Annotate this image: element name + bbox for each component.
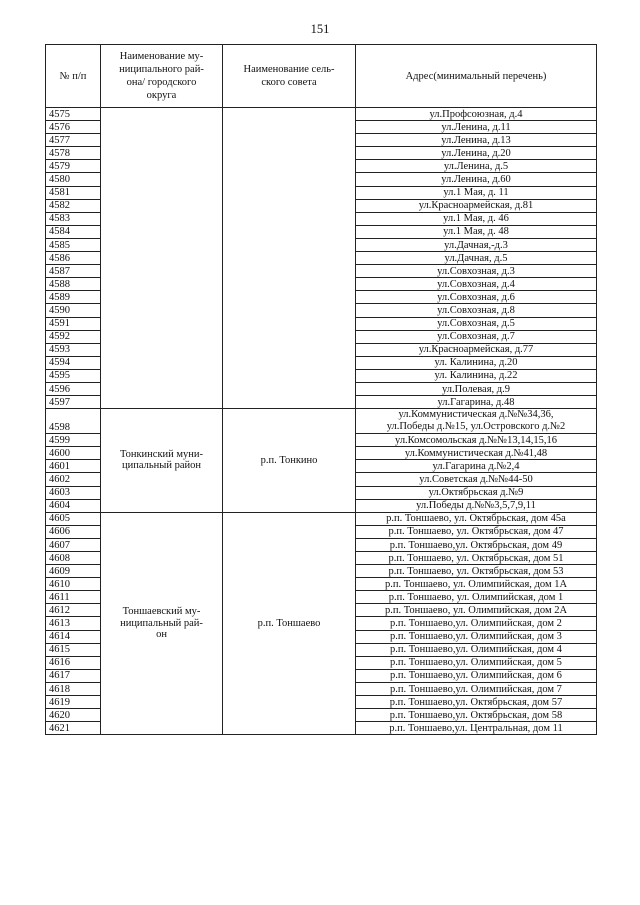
address-cell bbox=[356, 212, 597, 225]
table-header-row bbox=[46, 45, 597, 108]
address-line: р.п. Тоншаево, ул. Олимпийская, дом 1 bbox=[388, 591, 564, 603]
row-number: 4581 bbox=[46, 186, 101, 199]
address-line: ул.Октябрьская д.№9 bbox=[428, 487, 524, 499]
row-number: 4604 bbox=[46, 499, 101, 512]
address-line: ул.Гагарина, д.48 bbox=[437, 396, 515, 408]
address-cell bbox=[356, 538, 597, 551]
row-number: 4588 bbox=[46, 278, 101, 291]
address-cell bbox=[356, 565, 597, 578]
address-line: ул.Ленина, д.13 bbox=[441, 134, 511, 146]
row-number: 4612 bbox=[46, 604, 101, 617]
row-number: 4609 bbox=[46, 565, 101, 578]
address-line: ул.Дачная,-д.3 bbox=[444, 239, 508, 251]
address-line: р.п. Тоншаево, ул. Октябрьская, дом 45а bbox=[386, 513, 566, 525]
address-line: ул.Гагарина д.№2,4 bbox=[432, 460, 520, 472]
address-line: ул.Совхозная, д.6 bbox=[437, 291, 515, 303]
district-name-line: Тоншаевский му- bbox=[122, 606, 201, 618]
row-number: 4618 bbox=[46, 682, 101, 695]
council-cell bbox=[223, 108, 356, 409]
address-cell bbox=[356, 682, 597, 695]
row-number: 4593 bbox=[46, 343, 101, 356]
address-cell bbox=[356, 696, 597, 709]
address-line: р.п. Тоншаево,ул. Олимпийская, дом 4 bbox=[390, 644, 562, 656]
table-row bbox=[46, 409, 597, 434]
address-registry-table bbox=[45, 44, 597, 735]
row-number: 4576 bbox=[46, 121, 101, 134]
address-cell bbox=[356, 108, 597, 121]
address-line: ул. Калинина, д.20 bbox=[434, 357, 518, 369]
row-number: 4600 bbox=[46, 447, 101, 460]
address-line: р.п. Тоншаево,ул. Олимпийская, дом 6 bbox=[390, 670, 562, 682]
address-line: р.п. Тоншаево,ул. Олимпийская, дом 2 bbox=[390, 618, 562, 630]
address-cell bbox=[356, 617, 597, 630]
address-cell bbox=[356, 460, 597, 473]
row-number: 4575 bbox=[46, 108, 101, 121]
header-district-line: ниципального рай- bbox=[119, 64, 204, 75]
row-number: 4599 bbox=[46, 434, 101, 447]
address-cell bbox=[356, 486, 597, 499]
address-line: ул.Совхозная, д.5 bbox=[437, 318, 515, 330]
row-number: 4619 bbox=[46, 696, 101, 709]
council-name-line: р.п. Тонкино bbox=[260, 454, 318, 466]
row-number: 4590 bbox=[46, 304, 101, 317]
address-line: ул.Победы д.№№3,5,7,9,11 bbox=[416, 500, 536, 512]
row-number: 4582 bbox=[46, 199, 101, 212]
address-cell bbox=[356, 447, 597, 460]
address-line: ул.Коммунистическая д.№41,48 bbox=[404, 447, 548, 459]
address-cell bbox=[356, 669, 597, 682]
row-number: 4596 bbox=[46, 382, 101, 395]
row-number: 4585 bbox=[46, 238, 101, 251]
address-cell bbox=[356, 343, 597, 356]
council-cell bbox=[223, 512, 356, 735]
row-number: 4606 bbox=[46, 525, 101, 538]
table-row bbox=[46, 108, 597, 121]
row-number: 4597 bbox=[46, 396, 101, 409]
address-line: р.п. Тоншаево, ул. Олимпийская, дом 1А bbox=[384, 578, 568, 590]
address-cell bbox=[356, 643, 597, 656]
row-number: 4613 bbox=[46, 617, 101, 630]
address-cell bbox=[356, 369, 597, 382]
address-cell bbox=[356, 604, 597, 617]
address-cell bbox=[356, 265, 597, 278]
row-number: 4586 bbox=[46, 252, 101, 265]
header-council-line: Наименование сель- bbox=[243, 64, 335, 75]
row-number: 4587 bbox=[46, 265, 101, 278]
row-number: 4621 bbox=[46, 722, 101, 735]
address-line: ул.Победы д.№15, ул.Островского д.№2 bbox=[386, 421, 566, 433]
address-line: ул.Красноармейская, д.81 bbox=[418, 200, 534, 212]
address-line: ул.Совхозная, д.8 bbox=[437, 305, 515, 316]
address-line: ул.Ленина, д.5 bbox=[443, 160, 509, 172]
row-number: 4620 bbox=[46, 709, 101, 722]
address-cell bbox=[356, 317, 597, 330]
address-cell bbox=[356, 225, 597, 238]
address-line: р.п. Тоншаево,ул. Октябрьская, дом 58 bbox=[389, 709, 563, 721]
district-cell bbox=[101, 512, 223, 735]
row-number: 4598 bbox=[46, 409, 101, 434]
header-number: № п/п bbox=[46, 45, 101, 108]
address-cell bbox=[356, 396, 597, 409]
address-cell bbox=[356, 121, 597, 134]
address-cell bbox=[356, 238, 597, 251]
address-cell bbox=[356, 578, 597, 591]
address-line: р.п. Тоншаево, ул. Октябрьская, дом 51 bbox=[388, 552, 564, 564]
address-cell bbox=[356, 186, 597, 199]
address-cell bbox=[356, 291, 597, 304]
address-cell bbox=[356, 473, 597, 486]
district-name-line: ципальный район bbox=[122, 460, 201, 472]
address-cell bbox=[356, 722, 597, 735]
table-body bbox=[46, 108, 597, 735]
address-cell bbox=[356, 630, 597, 643]
header-address: Адрес(минимальный перечень) bbox=[356, 45, 597, 108]
address-line: ул.Профсоюзная, д.4 bbox=[429, 108, 523, 120]
council-name-line: р.п. Тоншаево bbox=[257, 617, 321, 629]
row-number: 4577 bbox=[46, 134, 101, 147]
row-number: 4611 bbox=[46, 591, 101, 604]
address-line: ул.Красноармейская, д.77 bbox=[418, 344, 534, 356]
address-cell bbox=[356, 499, 597, 512]
row-number: 4616 bbox=[46, 656, 101, 669]
address-line: ул.Ленина, д.11 bbox=[441, 121, 511, 133]
address-line: р.п. Тоншаево,ул. Олимпийская, дом 5 bbox=[390, 657, 562, 669]
address-cell bbox=[356, 173, 597, 186]
address-line: ул.Советская д.№№44-50 bbox=[419, 474, 533, 486]
district-name-line: Тонкинский муни- bbox=[119, 448, 204, 460]
header-council bbox=[223, 45, 356, 108]
address-cell bbox=[356, 330, 597, 343]
row-number: 4608 bbox=[46, 552, 101, 565]
address-line: р.п. Тоншаево,ул. Олимпийская, дом 3 bbox=[390, 631, 562, 643]
district-cell bbox=[101, 409, 223, 513]
row-number: 4584 bbox=[46, 225, 101, 238]
table-row bbox=[46, 512, 597, 525]
address-line: ул.Коммунистическая д.№№34,36, bbox=[398, 409, 554, 421]
row-number: 4607 bbox=[46, 538, 101, 551]
address-line: р.п. Тоншаево,ул. Октябрьская, дом 57 bbox=[389, 696, 563, 708]
address-line: ул.Комсомольская д.№№13,14,15,16 bbox=[395, 434, 557, 446]
address-line: р.п. Тоншаево,ул. Центральная, дом 11 bbox=[389, 722, 563, 734]
page-number: 151 bbox=[310, 22, 330, 36]
address-line: р.п. Тоншаево,ул. Олимпийская, дом 7 bbox=[390, 683, 562, 695]
district-name-line: он bbox=[156, 629, 167, 641]
header-district bbox=[101, 45, 223, 108]
row-number: 4580 bbox=[46, 173, 101, 186]
address-line: ул.Ленина, д.60 bbox=[441, 174, 511, 186]
address-cell bbox=[356, 709, 597, 722]
row-number: 4594 bbox=[46, 356, 101, 369]
row-number: 4601 bbox=[46, 460, 101, 473]
header-district-line: округа bbox=[146, 90, 177, 101]
address-cell bbox=[356, 356, 597, 369]
address-line: ул. Калинина, д.22 bbox=[434, 370, 518, 382]
address-line: р.п. Тоншаево,ул. Октябрьская, дом 49 bbox=[389, 539, 563, 551]
row-number: 4617 bbox=[46, 669, 101, 682]
council-cell bbox=[223, 409, 356, 513]
address-line: ул.Дачная, д.5 bbox=[444, 252, 508, 264]
row-number: 4605 bbox=[46, 512, 101, 525]
address-cell bbox=[356, 434, 597, 447]
address-line: р.п. Тоншаево, ул. Олимпийская, дом 2А bbox=[384, 604, 568, 616]
row-number: 4591 bbox=[46, 317, 101, 330]
row-number: 4592 bbox=[46, 330, 101, 343]
address-line: ул.Совхозная, д.4 bbox=[437, 278, 515, 290]
address-cell bbox=[356, 552, 597, 565]
address-line: ул.Совхозная, д.7 bbox=[437, 331, 515, 343]
row-number: 4603 bbox=[46, 486, 101, 499]
address-cell bbox=[356, 591, 597, 604]
address-line: ул.Полевая, д.9 bbox=[441, 383, 511, 395]
address-cell bbox=[356, 160, 597, 173]
address-line: р.п. Тоншаево, ул. Октябрьская, дом 53 bbox=[388, 565, 564, 577]
address-line: р.п. Тоншаево, ул. Октябрьская, дом 47 bbox=[388, 526, 564, 538]
address-line: ул.1 Мая, д. 46 bbox=[443, 213, 509, 225]
address-cell bbox=[356, 512, 597, 525]
address-line: ул.1 Мая, д. 11 bbox=[443, 187, 509, 199]
row-number: 4602 bbox=[46, 473, 101, 486]
row-number: 4615 bbox=[46, 643, 101, 656]
row-number: 4595 bbox=[46, 369, 101, 382]
row-number: 4578 bbox=[46, 147, 101, 160]
address-cell bbox=[356, 252, 597, 265]
address-cell bbox=[356, 382, 597, 395]
address-cell bbox=[356, 134, 597, 147]
header-council-line: ского совета bbox=[261, 77, 317, 88]
address-cell bbox=[356, 199, 597, 212]
address-cell bbox=[356, 147, 597, 160]
address-line: ул.Ленина, д.20 bbox=[441, 147, 511, 159]
row-number: 4579 bbox=[46, 160, 101, 173]
row-number: 4610 bbox=[46, 578, 101, 591]
district-name-line: ниципальный рай- bbox=[120, 617, 203, 629]
header-district-line: Наименование му- bbox=[119, 51, 204, 62]
address-line: ул.1 Мая, д. 48 bbox=[443, 226, 509, 238]
address-cell bbox=[356, 525, 597, 538]
header-district-line: она/ городского bbox=[126, 77, 197, 88]
district-cell bbox=[101, 108, 223, 409]
row-number: 4614 bbox=[46, 630, 101, 643]
address-cell bbox=[356, 304, 597, 317]
address-cell bbox=[356, 409, 597, 434]
row-number: 4583 bbox=[46, 212, 101, 225]
row-number: 4589 bbox=[46, 291, 101, 304]
address-cell bbox=[356, 278, 597, 291]
address-cell bbox=[356, 656, 597, 669]
address-line: ул.Совхозная, д.3 bbox=[437, 265, 515, 277]
